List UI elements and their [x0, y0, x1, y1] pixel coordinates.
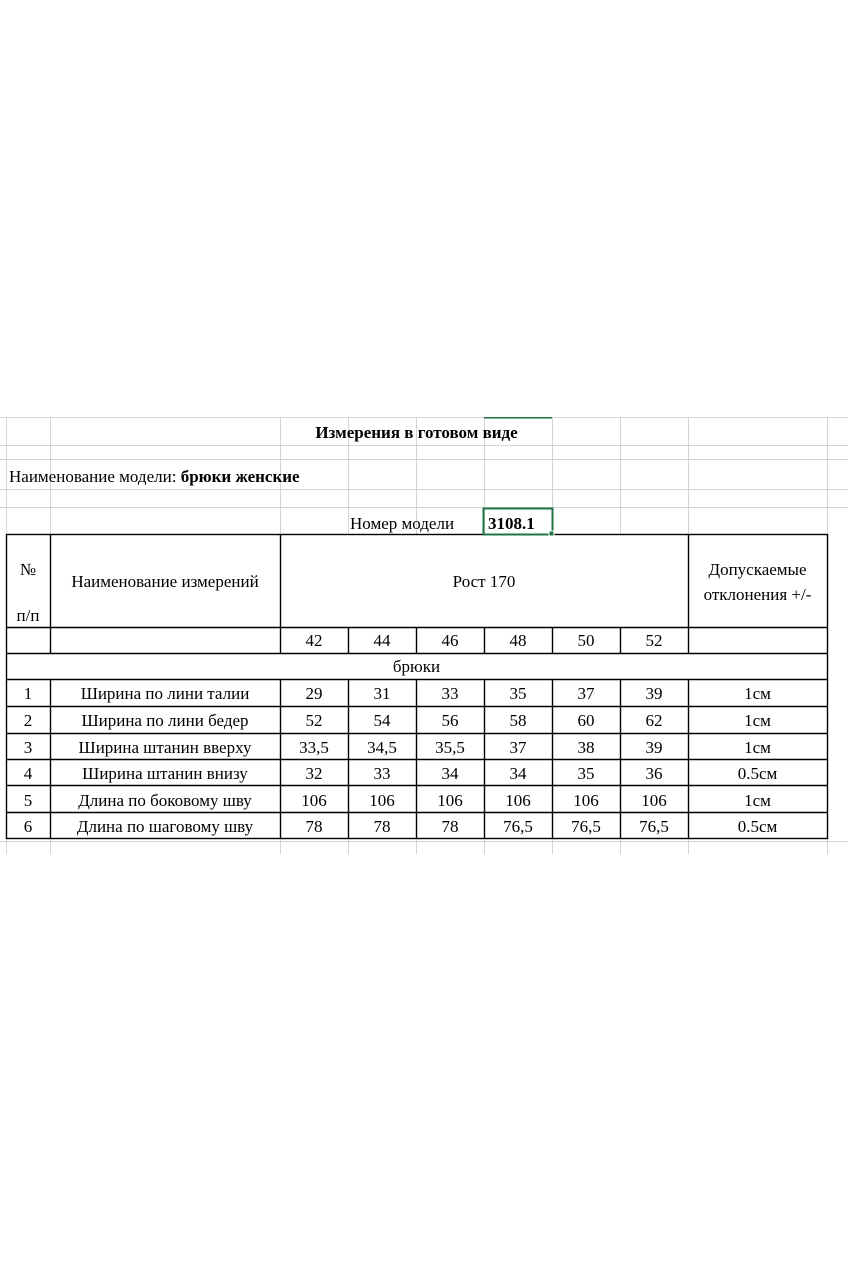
cell-value: 106	[641, 791, 667, 810]
model-name-row	[9, 468, 300, 485]
cell-value: 106	[437, 791, 463, 810]
size-44: 44	[373, 631, 391, 650]
cell-value: 58	[509, 711, 527, 730]
row-name: Ширина по лини бедер	[81, 711, 249, 730]
row-name: Ширина штанин внизу	[82, 764, 248, 783]
cell-value: 76,5	[639, 817, 669, 836]
row-name: Ширина по лини талии	[80, 684, 250, 703]
fill-handle	[549, 531, 554, 536]
cell-value: 33	[373, 764, 391, 783]
model-number-label: Номер модели	[350, 514, 455, 533]
section-title: брюки	[392, 657, 441, 676]
cell-value: 106	[505, 791, 531, 810]
cell-value: 106	[573, 791, 599, 810]
cell-tolerance: 1см	[744, 738, 771, 757]
cell-value: 37	[509, 738, 527, 757]
cell-tolerance: 0.5см	[737, 764, 778, 783]
sheet-title: Измерения в готовом виде	[315, 423, 518, 442]
cell-tolerance: 1см	[744, 791, 771, 810]
cell-value: 35,5	[435, 738, 465, 757]
col-header-measure-name: Наименование измерений	[71, 572, 259, 591]
row-number: 4	[23, 764, 33, 783]
cell-value: 78	[305, 817, 323, 836]
cell-value: 78	[441, 817, 459, 836]
cell-value: 35	[577, 764, 595, 783]
cell-value: 31	[373, 684, 391, 703]
cell-value: 34	[509, 764, 527, 783]
spreadsheet-area	[0, 417, 848, 854]
cell-value: 76,5	[503, 817, 533, 836]
row-number: 1	[23, 684, 33, 703]
cell-value: 39	[645, 738, 663, 757]
col-header-tolerance-1: Допускаемые	[708, 560, 807, 579]
cell-value: 32	[305, 764, 323, 783]
cell-value: 56	[441, 711, 459, 730]
cell-value: 106	[369, 791, 395, 810]
cell-value: 106	[301, 791, 327, 810]
size-46: 46	[441, 631, 459, 650]
cell-value: 52	[305, 711, 323, 730]
row-name: Длина по боковому шву	[78, 791, 252, 810]
cell-value: 37	[577, 684, 595, 703]
size-50: 50	[577, 631, 595, 650]
cell-value: 29	[305, 684, 323, 703]
cell-value: 33,5	[299, 738, 329, 757]
cell-value: 39	[645, 684, 663, 703]
cell-tolerance: 0.5см	[737, 817, 778, 836]
row-name: Ширина штанин вверху	[78, 738, 252, 757]
cell-value: 54	[373, 711, 391, 730]
row-number: 2	[23, 711, 33, 730]
size-42: 42	[305, 631, 323, 650]
size-48: 48	[509, 631, 527, 650]
cell-value: 78	[373, 817, 391, 836]
col-header-number: №	[19, 560, 37, 579]
col-header-height: Рост 170	[452, 572, 516, 591]
cell-value: 60	[577, 711, 595, 730]
cell-value: 76,5	[571, 817, 601, 836]
row-number: 3	[23, 738, 33, 757]
model-name-label: Наименование модели:	[9, 467, 177, 486]
cell-tolerance: 1см	[744, 684, 771, 703]
cell-value: 38	[577, 738, 595, 757]
col-header-tolerance-2: отклонения +/-	[703, 585, 812, 604]
row-name: Длина по шаговому шву	[76, 817, 254, 836]
cell-value: 33	[441, 684, 459, 703]
cell-tolerance: 1см	[744, 711, 771, 730]
cell-value: 62	[645, 711, 663, 730]
cell-value: 36	[645, 764, 663, 783]
model-name-value: брюки женские	[180, 467, 300, 486]
cell-value: 35	[509, 684, 527, 703]
model-number-value[interactable]: 3108.1	[488, 514, 535, 533]
row-number: 6	[23, 817, 33, 836]
cell-value: 34,5	[367, 738, 397, 757]
row-number: 5	[23, 791, 33, 810]
size-52: 52	[645, 631, 663, 650]
col-header-number-sub: п/п	[16, 606, 40, 625]
cell-value: 34	[441, 764, 459, 783]
